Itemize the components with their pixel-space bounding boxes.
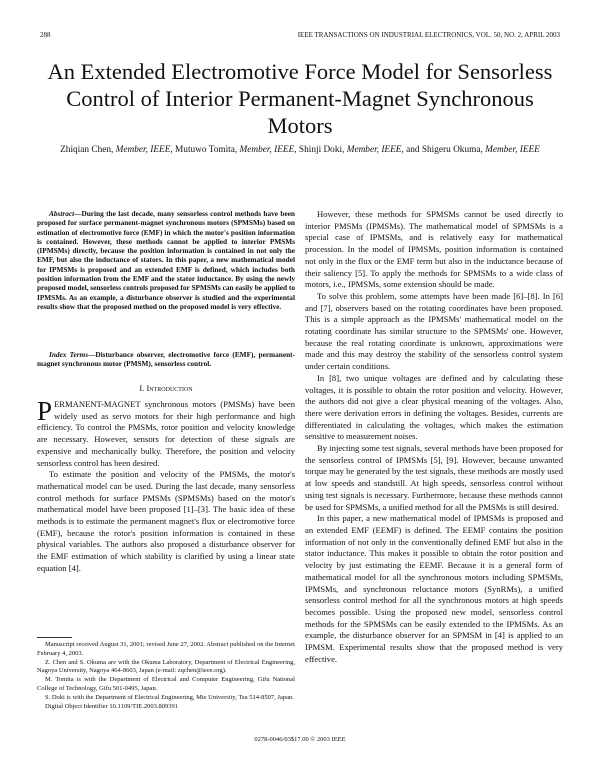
body-paragraph: In [8], two unique voltages are defined and by calculating these voltages, it is possible to obtain the rotor position and velocity. However, the authors did not give a clear physical meaning of the voltages. Also, there were derivation errors in defining the voltages. Besides, currents are differentiated in calculating the voltages, which makes the estimation sensitive to measurement noises. xyxy=(305,372,563,442)
intro-body xyxy=(37,396,295,575)
abstract-label: Abstract xyxy=(49,209,75,218)
author-2: , Mutuwo Tomita, xyxy=(170,145,240,155)
author-3-role: Member, IEEE xyxy=(346,145,402,155)
drop-cap: P xyxy=(37,396,53,426)
author-1-role: Member, IEEE xyxy=(115,145,171,155)
author-1: Zhiqian Chen, xyxy=(60,145,116,155)
author-list xyxy=(40,144,560,156)
author-3: , Shinji Doki, xyxy=(294,145,347,155)
footnote-rule xyxy=(37,637,72,638)
footnote: Manuscript received August 31, 2001; revised June 27, 2002. Abstract published on the Internet February 4, 2003. xyxy=(37,641,295,657)
body-paragraph: By injecting some test signals, several methods have been proposed for the sensorless control of IPMSMs [5], [9]. However, because unwanted torque may be generated by the test signals, these methods are mostly used at low speeds and standstill. At high speeds, sensorless control without using test signals is necessary. Furthermore, because these methods cannot be used for SPMSMs, a unified method for all the PMSMs is still desired. xyxy=(305,443,563,512)
body-paragraph: In this paper, a new mathematical model of IPMSMs is proposed and an extended EMF (EEMF) is defined. The EEMF contains the position information of not only in the conventionally defined EMF but also in the stator inductance. This makes it possible to obtain the rotor position and velocity by just estimating the EEMF. Because it is a general form of mathematical model for all the synchronous motors including SPMSMs, IPMSMs, and synchronous reluctance motors (SynRMs), a unified sensorless control method for all the synchronous motors at high speeds becomes possible. Using the proposed new model, sensorless control methods for the SPMSMs can be easily extended to the IPMSMs. As an example, the disturbance observer for an SPMSM in [4] is applied to an IPMSM. Experimental results show that the proposed method is very effective. xyxy=(305,513,563,664)
abstract xyxy=(37,209,295,311)
footnote: Z. Chen and S. Okuma are with the Okuma Laboratory, Department of Electrical Engineering, Nagoya University, Nagoya 464-8603, Japan (e-mail: zqchen@ieee.org). xyxy=(37,658,295,675)
index-terms-text: —Disturbance observer, electromotive force (EMF), permanent-magnet synchronous motor (PMSM), sensorless control. xyxy=(37,350,295,369)
intro-paragraph-2: To estimate the position and velocity of the PMSMs, the motor's mathematical model can be used. During the last decade, many sensorless control methods for surface PMSMs (SPMSMs) based on the motor's mathematical model have been proposed [1]–[3]. The basic idea of these methods is to estimate the permanent magnet's flux or electromotive force (EMF), because the rotor's position information is contained in these physical variables. The authors also proposed a disturbance observer for the EMF estimation of which stability is clarified by using a linear state equation [4]. xyxy=(37,469,295,573)
author-4: , and Shigeru Okuma, xyxy=(401,145,486,155)
author-2-role: Member, IEEE xyxy=(239,145,295,155)
right-column xyxy=(305,209,563,665)
body-paragraph: However, these methods for SPMSMs cannot be used directly to interior PMSMs (IPMSMs). The mathematical model of SPMSMs is a special case of IPMSMs, and is relatively easy for mathematical procession. In the model of IPMSMs, position information is contained not only in the flux or the EMF term but also in the inductance because of their saliency [5]. To apply the methods for SPMSMs to a wide class of motors, i.e., IPMSMs, some extension should be made. xyxy=(305,209,563,290)
author-4-role: Member, IEEE xyxy=(485,145,540,155)
abstract-text: —During the last decade, many sensorless control methods have been proposed for surface permanent-magnet synchronous motors (SPMSMs) based on estimation of electromotive force (EMF) in which the motor's position information is contained. However, these methods cannot be applied to interior PMSMs (IPMSMs) directly, because the position information is contained in not only the EMF, but also the inductance of stators. In this paper, a new mathematical model for IPMSMs is proposed and an extended EMF is defined, which includes both position information from the EMF and the stator inductance. By using the newly proposed model, sensorless controls proposed for SPMSMs can easily be applied to IPMSMs. As an example, a disturbance observer is studied and the experimental results show that the proposed method on the proposed model is very effective. xyxy=(37,209,295,311)
footnotes xyxy=(37,641,295,711)
page-number: 288 xyxy=(40,31,51,39)
index-terms xyxy=(37,350,295,369)
section-heading: I. Introduction xyxy=(139,383,193,393)
body-paragraph: To solve this problem, some attempts have been made [6]–[8]. In [6] and [7], observers based on the rotating coordinates have been proposed. This is a simple approach as the IPMSMs' mathematical model on the rotating coordinate has similar structure to the SPMSMs' one. However, because the real rotating coordinate is unknown, approximations were made and this may destroy the stability of the sensorless control system under certain conditions. xyxy=(305,290,563,372)
index-terms-label: Index Terms xyxy=(49,350,89,359)
copyright-footer: 0278-0046/03$17.00 © 2003 IEEE xyxy=(254,736,346,743)
paper-title: An Extended Electromotive Force Model for Sensorless Control of Interior Permanent-Magnet Synchronous Motors xyxy=(47,59,553,138)
journal-info: IEEE TRANSACTIONS ON INDUSTRIAL ELECTRONICS, VOL. 50, NO. 2, APRIL 2003 xyxy=(297,31,560,39)
running-header xyxy=(40,31,560,43)
footnote: M. Tomita is with the Department of Electrical and Computer Engineering, Gifu National College of Technology, Gifu 501-0495, Japan. xyxy=(37,676,295,692)
footnote: S. Doki is with the Department of Electrical Engineering, Mie University, Tsu 514-8507, Japan. xyxy=(45,693,294,701)
footnote-doi: Digital Object Identifier 10.1109/TIE.2003.809391 xyxy=(45,702,178,710)
intro-paragraph-1: PERMANENT-MAGNET synchronous motors (PMSMs) have been widely used as servo motors for their high performance and high efficiency. To control the PMSMs, rotor position and velocity knowledge are necessary. However, sensors for detection of these signals are expensive and mechanically bulky. Therefore, the position and velocity sensorless control has been desired. xyxy=(37,396,295,468)
